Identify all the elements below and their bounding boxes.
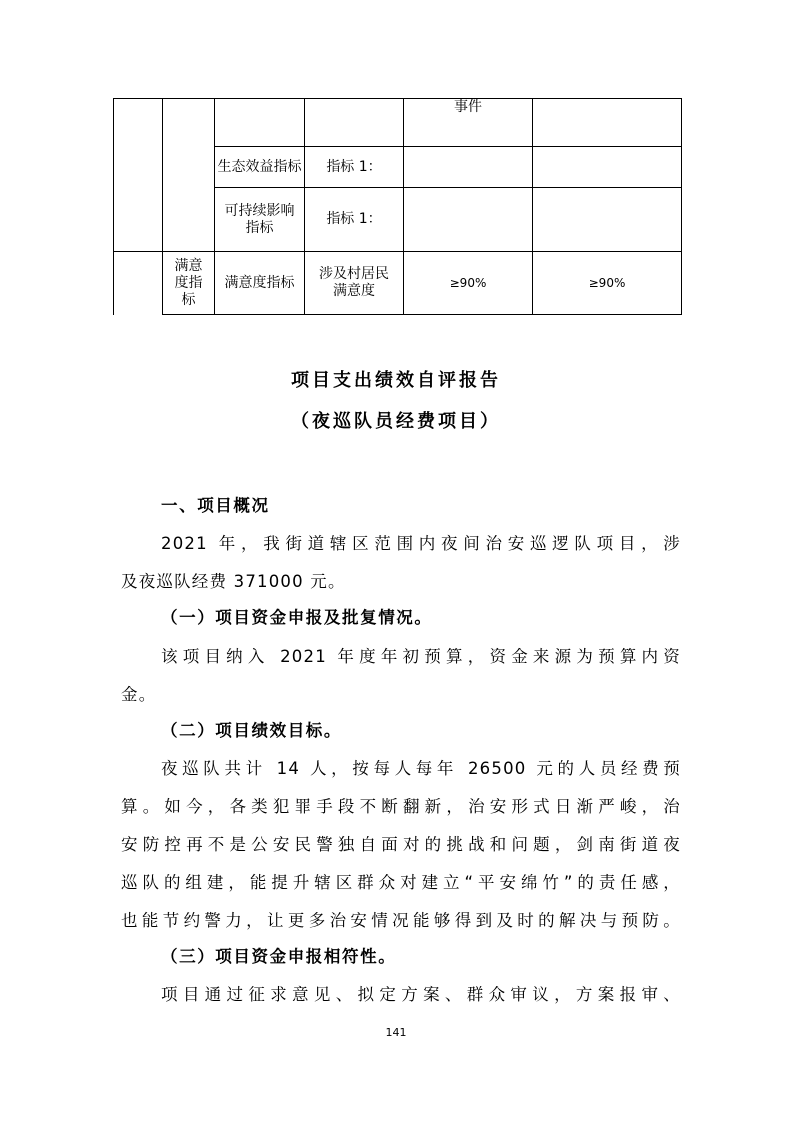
table-cell-r2c4: 指标 1： <box>305 147 404 188</box>
subsection-heading: （三）项目资金申报相符性。 <box>161 947 397 966</box>
section-heading: 一、项目概况 <box>161 496 270 515</box>
table-cell-r3c6 <box>533 188 682 252</box>
paragraph-line: 也能节约警力，让更多治安情况能够得到及时的解决与预防。 <box>121 911 681 930</box>
report-subtitle: （夜巡队员经费项目） <box>291 411 501 432</box>
table-cell-r4c5: ≥90% <box>404 252 533 315</box>
performance-indicator-table <box>113 98 682 315</box>
paragraph-line: 巡队的组建，能提升辖区群众对建立“平安绵竹”的责任感， <box>121 873 681 892</box>
table-cell-r1c5: 事件 <box>404 99 533 147</box>
table-cell-r2c6 <box>533 147 682 188</box>
table-cell-r4c1 <box>114 252 163 315</box>
paragraph-line: 安防控再不是公安民警独自面对的挑战和问题，剑南街道夜 <box>121 835 681 854</box>
paragraph-line: 2021 年，我街道辖区范围内夜间治安巡逻队项目，涉 <box>161 534 681 553</box>
table-cell-r4c3: 满意度指标 <box>215 252 305 315</box>
table-cell-r4c2: 满意度指标 <box>163 252 215 315</box>
subsection-heading: （一）项目资金申报及批复情况。 <box>161 608 433 627</box>
paragraph-line: 该项目纳入 2021 年度年初预算，资金来源为预算内资 <box>161 647 681 666</box>
table-cell-c2 <box>163 99 215 252</box>
paragraph-line: 金。 <box>121 685 157 704</box>
page-number: 141 <box>385 1026 407 1039</box>
paragraph-line: 项目通过征求意见、拟定方案、群众审议，方案报审、 <box>161 985 681 1004</box>
paragraph-line: 夜巡队共计 14 人，按每人每年 26500 元的人员经费预 <box>161 759 681 778</box>
table-cell-r3c4: 指标 1： <box>305 188 404 252</box>
table-cell-r1c3 <box>215 99 305 147</box>
table-cell-r3c5 <box>404 188 533 252</box>
paragraph-line: 算。如今，各类犯罪手段不断翻新，治安形式日渐严峻，治 <box>121 797 681 816</box>
table-cell-r2c5 <box>404 147 533 188</box>
table-cell-r4c6: ≥90% <box>533 252 682 315</box>
table-cell-r2c3: 生态效益指标 <box>215 147 305 188</box>
table-cell-r4c4: 涉及村居民满意度 <box>305 252 404 315</box>
table-cell-r3c3: 可持续影响指标 <box>215 188 305 252</box>
paragraph-line: 及夜巡队经费 371000 元。 <box>121 572 346 591</box>
report-title: 项目支出绩效自评报告 <box>291 370 501 391</box>
table-cell-r1c4 <box>305 99 404 147</box>
table-cell-r1c6 <box>533 99 682 147</box>
table-cell-c1 <box>114 99 163 252</box>
subsection-heading: （二）项目绩效目标。 <box>161 721 342 740</box>
